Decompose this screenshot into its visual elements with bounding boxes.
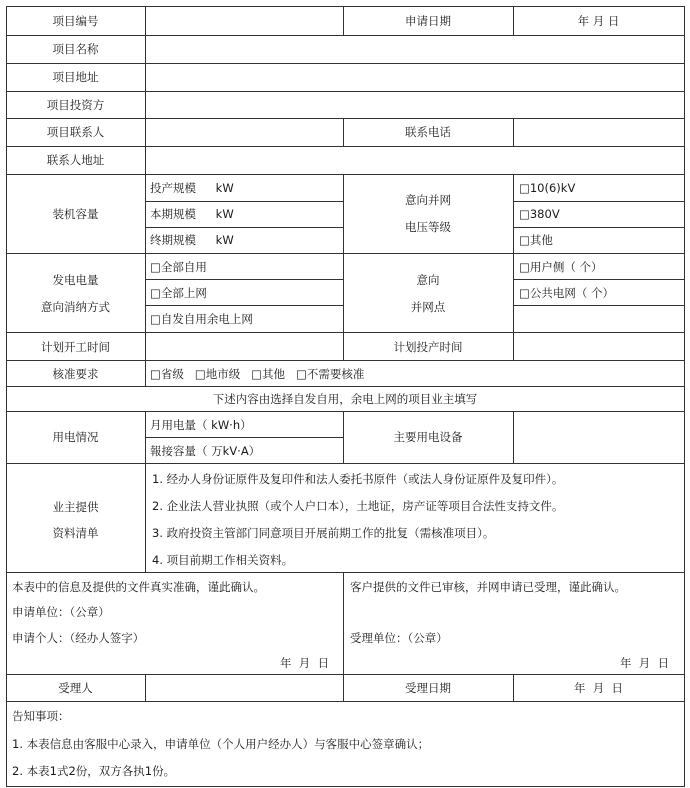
confirm-left-text: 本表中的信息及提供的文件真实准确，谨此确认。 bbox=[12, 580, 265, 594]
project-name-label: 项目名称 bbox=[52, 42, 99, 56]
gen-label-2: 意向消纳方式 bbox=[41, 300, 110, 314]
voltage-option-380v[interactable]: □380V bbox=[519, 207, 560, 221]
doc-item: 2. 企业法人营业执照（或个人户口本），土地证，房产证等项目合法性支持文件。 bbox=[152, 499, 564, 513]
unit-kw: kW bbox=[215, 207, 234, 221]
monthly-usage-label: 月用电量（ kW·h） bbox=[150, 418, 252, 432]
grid-voltage-label-2: 电压等级 bbox=[405, 220, 451, 234]
apply-person-label: 申请个人：（经办人签字） bbox=[12, 631, 145, 645]
doc-item: 3. 政府投资主管部门同意项目开展前期工作的批复（需核准项目）。 bbox=[152, 526, 495, 540]
point-option-user[interactable]: □用户侧（ 个） bbox=[519, 260, 603, 274]
owner-docs-label-2: 资料清单 bbox=[52, 526, 99, 540]
contact-phone-label: 联系电话 bbox=[405, 125, 451, 139]
accept-date-label: 受理日期 bbox=[405, 681, 451, 695]
cap-row-final bbox=[150, 233, 234, 247]
plan-start-label: 计划开工时间 bbox=[41, 340, 110, 354]
apply-date-value: 年 月 日 bbox=[577, 14, 620, 28]
main-equipment-label: 主要用电设备 bbox=[393, 430, 463, 444]
gen-label-1: 发电电量 bbox=[52, 273, 99, 287]
consume-option-self[interactable]: □全部自用 bbox=[150, 260, 207, 274]
confirm-right-text: 客户提供的文件已审核，并网申请已受理，谨此确认。 bbox=[350, 580, 626, 594]
notice-title: 告知事项： bbox=[12, 709, 70, 723]
elec-usage-label: 用电情况 bbox=[52, 430, 99, 444]
notice-item-2: 2. 本表1式2份，双方各执1份。 bbox=[12, 764, 176, 778]
approval-options[interactable]: □省级 □地市级 □其他 □不需要核准 bbox=[150, 367, 365, 381]
unit-kw: kW bbox=[215, 181, 234, 195]
consume-option-grid[interactable]: □全部上网 bbox=[150, 286, 207, 300]
section-note: 下述内容由选择自发自用，余电上网的项目业主填写 bbox=[212, 392, 478, 406]
acceptor-label: 受理人 bbox=[58, 681, 93, 695]
grid-point-label-1: 意向 bbox=[416, 273, 440, 287]
project-no-label: 项目编号 bbox=[52, 14, 99, 28]
cap-row-label: 本期规模 bbox=[150, 207, 196, 221]
capacity-label: 装机容量 bbox=[52, 207, 99, 221]
project-investor-label: 项目投资方 bbox=[46, 98, 105, 112]
apply-unit-label: 申请单位：（公章） bbox=[12, 605, 110, 619]
owner-docs-label-1: 业主提供 bbox=[52, 500, 99, 514]
project-address-label: 项目地址 bbox=[52, 70, 99, 84]
cap-row-label: 终期规模 bbox=[150, 233, 196, 247]
reported-capacity-label: 報接容量（ 万kV·A） bbox=[150, 444, 261, 458]
plan-op-label: 计划投产时间 bbox=[393, 340, 463, 354]
grid-point-label-2: 并网点 bbox=[410, 300, 446, 314]
approval-label: 核准要求 bbox=[52, 367, 99, 381]
accept-unit-label: 受理单位：（公章） bbox=[350, 631, 448, 645]
voltage-option-other[interactable]: □其他 bbox=[519, 233, 553, 247]
contact-address-label: 联系人地址 bbox=[46, 153, 105, 167]
apply-date-label: 申请日期 bbox=[405, 14, 451, 28]
date-left: 年 月 日 bbox=[280, 656, 330, 670]
voltage-option-10kv[interactable]: □10(6)kV bbox=[519, 181, 576, 195]
grid-voltage-label-1: 意向并网 bbox=[405, 193, 451, 207]
consume-option-surplus[interactable]: □自发自用余电上网 bbox=[150, 312, 253, 326]
doc-item: 4. 项目前期工作相关资料。 bbox=[152, 553, 294, 567]
cap-row-current bbox=[150, 207, 234, 221]
unit-kw: kW bbox=[215, 233, 234, 247]
project-contact-label: 项目联系人 bbox=[46, 125, 105, 139]
notice-item-1: 1. 本表信息由客服中心录入，申请单位（个人用户经办人）与客服中心签章确认； bbox=[12, 737, 430, 751]
accept-date-value: 年 月 日 bbox=[573, 681, 624, 695]
cap-row-operational bbox=[150, 181, 234, 195]
date-right: 年 月 日 bbox=[620, 656, 670, 670]
doc-item: 1. 经办人身份证原件及复印件和法人委托书原件（或法人身份证原件及复印件）。 bbox=[152, 472, 564, 486]
cap-row-label: 投产规模 bbox=[150, 181, 196, 195]
point-option-public[interactable]: □公共电网（ 个） bbox=[519, 286, 615, 300]
